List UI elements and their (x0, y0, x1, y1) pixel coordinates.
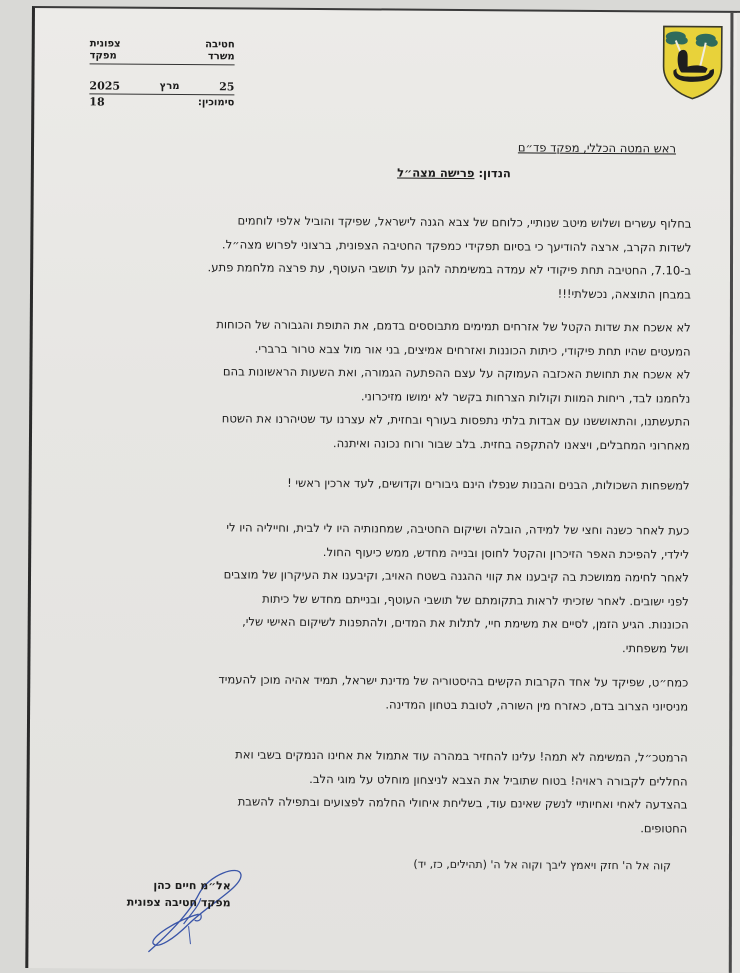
paragraph-line: במבחן התוצאה, נכשלתי!!! (557, 286, 692, 302)
unit-value: צפונית (89, 38, 121, 50)
paragraph-line: לפני ישובים. לאחר שזכיתי לראות בתקומתם של תושבי העוטף, ובנייתם מחדש של כיתות (262, 591, 689, 609)
brigade-emblem-icon (661, 24, 724, 100)
paragraph-1 (71, 208, 692, 306)
paragraph-line: לא אשכח את תחושת האכזבה העמוקה על עצם ההפתעה הגמורה, ואת השעות הראשונות בהם (222, 364, 691, 382)
paragraph-line: הכוננות. הגיע הזמן, לסיים את משימת חיי, לתלות את המדים, ולהתפנות לשיקום האישי שלי, (242, 614, 689, 632)
paragraph-line: כעת לאחר כשנה וחצי של למידה, הובלה ושיקום החטיבה, שמחנותיה היו לי לבית, וחייליה היו לי (226, 520, 690, 538)
reference-value: 18 (89, 95, 105, 109)
paragraph-line: מניסיוני הצרוב בדם, כאזרח מין השורה, לטובת בטחון המדינה. (385, 696, 689, 714)
paragraph-line: התעשתנו, והתאוששנו עם אבדות בלתי נתפסות בעורף ובחזית, לא עצרנו עד שטיהרנו את השטח (221, 411, 691, 429)
paragraph-line: מאחרוני המחבלים, ויצאנו להתקפה בחזית. בלב שבור ורוח נכונה ואיתנה. (332, 435, 690, 453)
paragraph-line: בחלוף עשרים ושלוש מיטב שנותיי, כלוחם של צבא הגנה לישראל, שפיקד והוביל אלפי לוחמים (237, 213, 692, 231)
date-month: מרץ (159, 80, 180, 93)
paragraph-5 (68, 667, 688, 718)
paragraph-line: בהצדעה לאחי ואחיותיי לנשק שאינם עוד, בשליחת איחולי החלמה לפצועים ובתפילה להשבת (237, 794, 688, 812)
office-label: משרד (207, 51, 235, 63)
paragraph-line: הרמטכ״ל, המשימה לא תמה! עלינו להחזיר במהרה עוד אתמול את אחינו הנמקים בשבי ואת (235, 747, 688, 765)
signer-rank-name: אל״מ חיים כהן (153, 878, 231, 893)
subject-label: הנדון: (478, 166, 511, 181)
paragraph-line: לשדות הקרב, ארצה להודיעך כי בסיום תפקידי כמפקד החטיבה הצפונית, ברצוני לפרוש מצה״ל. (221, 236, 692, 255)
addressee-line: ראש המטה הכללי, מפקד פד״ם (517, 140, 677, 156)
subject-value: פרישה מצה״ל (397, 165, 475, 181)
paragraph-line: ושל משפחתי. (622, 640, 689, 656)
paragraph-line: למשפחות השכולות, הבנים והבנות שנפלו הינם גיבורים וקדושים, לעד ארכין ראשי ! (287, 475, 690, 493)
signature-block (127, 877, 231, 912)
letter-page (25, 6, 740, 973)
paragraph-line: נלחמנו לבד, ריחות המוות וקולות הצרחות בקשר לא ימושו מזיכרוני. (360, 388, 691, 406)
subject-line (397, 166, 511, 181)
unit-label: חטיבה (205, 39, 235, 51)
paragraph-4 (68, 515, 689, 660)
paragraph-line: החטופים. (640, 820, 688, 836)
paragraph-3 (70, 470, 690, 498)
paragraph-line: לאחר לחימה ממושכת בה קיבענו את קווי ההגנה בשטח האויב, וקיבענו את העיקרון של מוצבים (223, 567, 690, 585)
paragraph-2 (70, 312, 691, 457)
paragraph-line: לילדי, להפיכת האפר הזיכרון והקטל לחוסן ובנייה מחדש, ממש כיעוף החול. (322, 544, 690, 562)
signer-title: מפקד חטיבה צפונית (126, 895, 231, 910)
paragraph-6 (67, 742, 688, 840)
date-year: 2025 (89, 79, 121, 93)
reference-label: סימוכין: (197, 97, 235, 109)
date-day: 25 (219, 80, 235, 94)
paragraph-line: לא אשכח את שדות הקטל של אזרחים תמימים מתבוססים בדמם, את התופת והגבורה של הכוחות (216, 317, 691, 335)
paragraph-line: כמח״ט, שפיקד על אחד הקרבות הקשים בהיסטוריה של מדינת ישראל, תמיד אהיה מוכן להעמיד (218, 672, 689, 690)
office-value: מפקד (89, 50, 117, 62)
closing-quote: קוה אל ה' חזק ויאמץ ליבך וקוה אל ה' (תהילים, כז, יד) (413, 857, 672, 873)
paragraph-line: החללים לקבורה ראויה! בטוח שתוביל את הצבא לניצחון מוחלט על מוגי הלב. (309, 771, 688, 789)
paragraph-line: המעטים שהיו תחת פיקודי, כיתות הכוננות ואזרחים אמיצים, בני אור מול צבא טרור ברברי. (254, 341, 691, 359)
paragraph-line: ב-7.10, החטיבה תחת פיקודי לא עמדה במשימתה להגן על תושבי העוטף, עת פרצה מלחמת פתע. (207, 260, 692, 278)
letterhead-block (89, 38, 234, 109)
